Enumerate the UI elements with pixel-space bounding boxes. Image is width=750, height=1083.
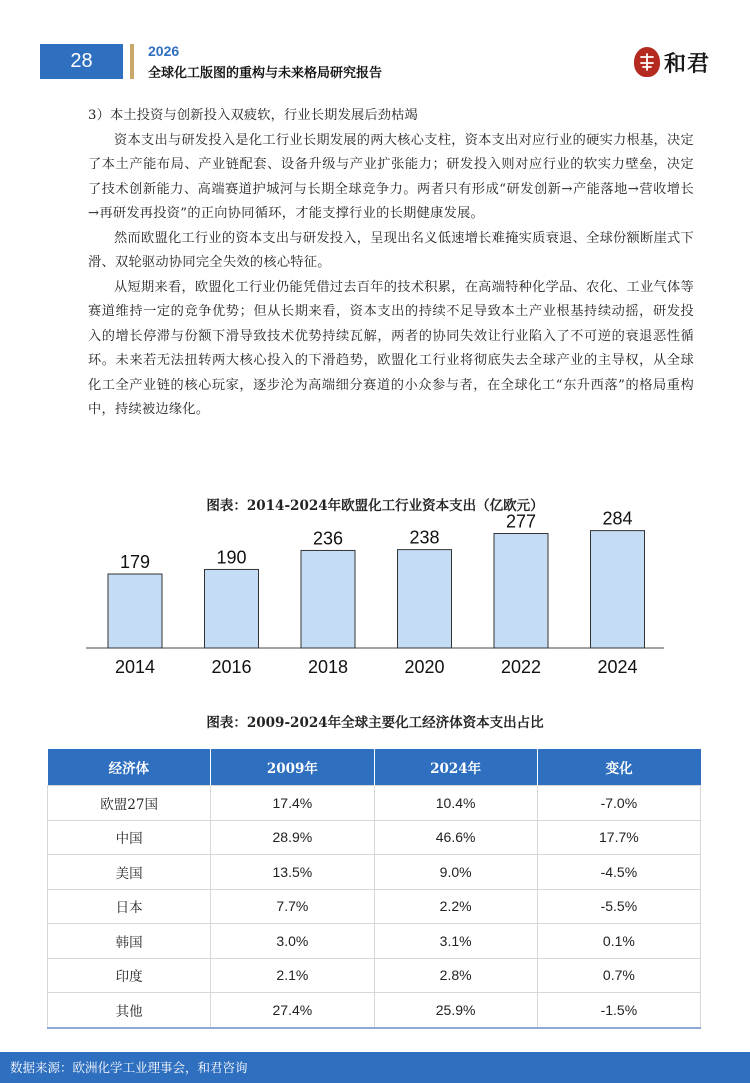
cell-change: 0.7% bbox=[537, 958, 700, 993]
page-number: 28 bbox=[40, 44, 123, 79]
cell-economy: 印度 bbox=[48, 958, 211, 993]
table-row bbox=[48, 889, 701, 924]
table-row bbox=[48, 855, 701, 890]
header-economy: 经济体 bbox=[48, 749, 211, 786]
x-tick-2016: 2016 bbox=[211, 657, 252, 677]
bar-chart bbox=[0, 510, 750, 689]
data-label-2018: 236 bbox=[312, 528, 344, 549]
data-label-2014: 179 bbox=[119, 552, 151, 573]
body-text bbox=[88, 104, 694, 423]
cell-2009: 13.5% bbox=[211, 855, 374, 890]
table-row bbox=[48, 820, 701, 855]
data-label-2016: 190 bbox=[216, 547, 247, 568]
section-subheading: 3）本土投资与创新投入双疲软，行业长期发展后劲枯竭 bbox=[88, 108, 418, 123]
cell-economy: 其他 bbox=[48, 993, 211, 1028]
paragraph-1: 资本支出与研发投入是化工行业长期发展的两大核心支柱，资本支出对应行业的硬实力根基，决定了本土产能布局、产业链配套、设备升级与产业扩张能力；研发投入则对应行业的软实力壁垒，决定了技术创新能力、高端赛道护城河与长期全球竞争力。两者只有形成“研发创新→产能落地→营收增长→再研发再投资”的正向协同循环，才能支撑行业的长期健康发展。 bbox=[88, 132, 694, 221]
header-divider bbox=[130, 44, 134, 79]
page-header bbox=[0, 0, 750, 90]
table-title: 图表：2009-2024年全球主要化工经济体资本支出占比 bbox=[206, 715, 544, 731]
table-row bbox=[48, 958, 701, 993]
x-tick-2022: 2022 bbox=[500, 657, 542, 677]
cell-economy: 日本 bbox=[48, 889, 211, 924]
paragraph-3: 从短期来看，欧盟化工行业仍能凭借过去百年的技术积累，在高端特种化学品、农化、工业气体等赛道维持一定的竞争优势；但从长期来看，资本支出的持续不足导致本土产业根基持续动摇，研发投入的增长停滞与份额下滑导致技术优势持续瓦解，两者的协同失效让行业陷入了不可逆的衰退恶性循环。未来若无法扭转两大核心投入的下滑趋势，欧盟化工行业将彻底失去全球产业的主导权，从全球化工全产业链的核心玩家，逐步沦为高端细分赛道的小众参与者，在全球化工“东升西落”的格局重构中，持续被边缘化。 bbox=[88, 279, 694, 417]
cell-change: -7.0% bbox=[537, 786, 700, 821]
cell-2009: 17.4% bbox=[211, 786, 374, 821]
cell-change: 17.7% bbox=[537, 820, 700, 855]
cell-2024: 10.4% bbox=[374, 786, 537, 821]
cell-2009: 3.0% bbox=[211, 924, 374, 959]
cell-economy: 欧盟27国 bbox=[48, 786, 211, 821]
data-label-2022: 277 bbox=[505, 511, 537, 532]
cell-2009: 7.7% bbox=[211, 889, 374, 924]
bar-2016 bbox=[205, 569, 259, 648]
header-2009: 2009年 bbox=[211, 749, 374, 786]
cell-2009: 28.9% bbox=[211, 820, 374, 855]
x-tick-2024: 2024 bbox=[597, 657, 638, 677]
cell-2024: 9.0% bbox=[374, 855, 537, 890]
cell-change: -5.5% bbox=[537, 889, 700, 924]
header-year: 2026 bbox=[148, 43, 180, 59]
chart-title: 图表：2014-2024年欧盟化工行业资本支出（亿欧元） bbox=[206, 498, 544, 514]
cell-2009: 27.4% bbox=[211, 993, 374, 1028]
seal-icon bbox=[634, 47, 660, 77]
bar-chart-svg bbox=[0, 510, 750, 685]
bar-2020 bbox=[398, 550, 452, 648]
x-tick-2018: 2018 bbox=[307, 657, 349, 677]
table-row bbox=[48, 786, 701, 821]
cell-2024: 46.6% bbox=[374, 820, 537, 855]
table-row bbox=[48, 924, 701, 959]
bar-2024 bbox=[591, 531, 645, 648]
cell-2024: 25.9% bbox=[374, 993, 537, 1028]
source-footer bbox=[0, 1052, 750, 1083]
table-row bbox=[48, 993, 701, 1028]
source-note: 数据来源：欧洲化学工业理事会，和君咨询 bbox=[10, 1060, 248, 1075]
cell-economy: 韩国 bbox=[48, 924, 211, 959]
cell-2024: 3.1% bbox=[374, 924, 537, 959]
company-logo bbox=[634, 44, 710, 80]
header-2024: 2024年 bbox=[374, 749, 537, 786]
cell-economy: 中国 bbox=[48, 820, 211, 855]
header-change: 变化 bbox=[537, 749, 700, 786]
bar-2022 bbox=[494, 534, 548, 648]
capex-share-table bbox=[47, 749, 701, 1029]
x-tick-2014: 2014 bbox=[114, 657, 156, 677]
cell-change: 0.1% bbox=[537, 924, 700, 959]
cell-2009: 2.1% bbox=[211, 958, 374, 993]
logo-wordmark: 和君 bbox=[664, 50, 711, 77]
x-tick-2020: 2020 bbox=[404, 657, 445, 677]
cell-change: -4.5% bbox=[537, 855, 700, 890]
bar-2014 bbox=[108, 574, 162, 648]
cell-economy: 美国 bbox=[48, 855, 211, 890]
report-title: 全球化工版图的重构与未来格局研究报告 bbox=[148, 66, 383, 81]
cell-change: -1.5% bbox=[537, 993, 700, 1028]
cell-2024: 2.2% bbox=[374, 889, 537, 924]
bar-2018 bbox=[301, 550, 355, 648]
data-label-2024: 284 bbox=[602, 510, 633, 529]
table-header-row bbox=[48, 749, 701, 786]
data-label-2020: 238 bbox=[409, 527, 440, 548]
cell-2024: 2.8% bbox=[374, 958, 537, 993]
paragraph-2: 然而欧盟化工行业的资本支出与研发投入，呈现出名义低速增长难掩实质衰退、全球份额断崖式下滑、双轮驱动协同完全失效的核心特征。 bbox=[88, 230, 694, 270]
